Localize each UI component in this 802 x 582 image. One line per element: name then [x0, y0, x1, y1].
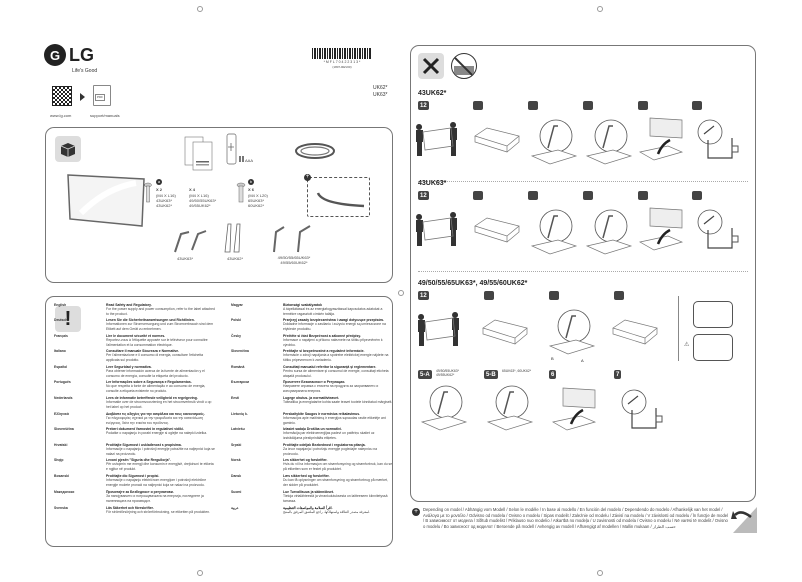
warning-exclamation-icon: !: [55, 306, 81, 332]
safety-text: Podatke o napajanju in porabi energije si oglejte na nalepki izdelka.: [106, 431, 208, 436]
language-name: Français: [54, 334, 68, 338]
safety-entry: [231, 474, 393, 487]
step-badge: [692, 191, 702, 200]
screw-a-model: 43UK62*: [156, 203, 173, 208]
safety-heading: Lees de informatie betreffende veiligheid en regelgeving.: [106, 396, 198, 400]
safety-entry: [231, 427, 393, 440]
step-badge: [638, 191, 648, 200]
barcode-number: * M F L 7 0 4 2 2 3 1 3 *: [323, 60, 361, 64]
safety-entry: [54, 380, 216, 393]
language-name: Slovenčina: [231, 349, 249, 353]
safety-info-panel: [45, 296, 393, 547]
registration-mark: [597, 6, 603, 12]
step-badge: [549, 291, 559, 300]
screw-a-model: 43UK63*: [156, 198, 173, 203]
safety-text: Za izvor napajanja i potrošnju energije pogledajte nalepnicu na proizvodu.: [283, 447, 378, 456]
safety-heading: Prečítajte si bezpečnostné a regulačné informácie.: [283, 349, 365, 353]
safety-text: A tápellátással és az energiafogyasztással kapcsolatos adatokat a termékre ragasztott címkén találja.: [283, 307, 383, 316]
language-name: Magyar: [231, 303, 243, 307]
safety-entry: [54, 490, 216, 503]
safety-text: Dokładne informacje o zasilaniu i zużyciu energii są umieszczone na etykiecie produktu.: [283, 322, 386, 331]
language-name: Deutsch: [54, 318, 68, 322]
caution-icon: ⚠: [684, 342, 690, 348]
safety-text: За напојувањето и потрошувачката на енергија, погледнете ја налепницата на производот.: [106, 494, 204, 503]
safety-text: Για πληροφορίες σχετικά με την τροφοδοσία και την κατανάλωση ενέργειας, δείτε την ετικέτα του προϊόντος.: [106, 416, 203, 425]
safety-heading: Lue Turvallisuus ja säännökset.: [283, 490, 335, 494]
plus-icon: +: [305, 174, 310, 180]
language-name: Slovenščina: [54, 427, 74, 431]
safety-heading: Perskaitykite Saugos ir norminius reikalavimus.: [283, 412, 361, 416]
cable-management-illustration: [616, 388, 666, 432]
language-name: English: [54, 303, 67, 307]
safety-entry: [54, 303, 216, 316]
screw-a2-qty: X 4: [189, 187, 196, 192]
section-title: 49/50/55/65UK63*, 49/55/60UK62*: [418, 280, 528, 287]
safety-entry: [231, 318, 393, 331]
two-people-lifting-illustration: [417, 306, 463, 348]
screw-a2-model: 49/55UK62*: [189, 203, 211, 208]
lock-detail-illustration: [693, 301, 733, 328]
safety-entry: [54, 506, 216, 515]
screw-a-icon: [144, 182, 152, 204]
safety-text: لمعرفة مصدر الطاقة واستهلاكها، راجع الملصق المرفق بالمنتج.: [283, 510, 370, 515]
safety-entry: [54, 334, 216, 347]
tv-face-down-illustration: [473, 124, 521, 154]
safety-text: Informacije o napajanju i potrošnji energije potražite na naljepnici koja se nalazi na proizvodu.: [106, 447, 215, 456]
safety-heading: Прочетете Безопасност и Регулации.: [283, 380, 346, 384]
box-contents-panel: [45, 127, 393, 283]
language-name: Română: [231, 365, 245, 369]
safety-text: Informacije o napajanju električnom energijom i potrošnji električne energije možete pronaći na naljepnici koja se nalazi na proizvodu.: [106, 478, 207, 487]
two-people-lifting-illustration: [415, 206, 461, 248]
safety-text: För strömförsörjning och strömförbrukning, se etiketten på produkten.: [106, 510, 211, 515]
power-cable-illustration: [294, 140, 336, 162]
step-badge: [583, 101, 593, 110]
plus-icon: +: [413, 508, 419, 515]
safety-entry: [54, 349, 216, 362]
language-name: Hrvatski: [54, 443, 68, 447]
battery-label: AAA: [245, 158, 254, 163]
section-title: 43UK63*: [418, 180, 447, 187]
tv-upright-illustration: [551, 386, 597, 436]
safety-heading: Διαβάστε τις οδηγίες για την ασφάλεια και τους κανονισμούς.: [106, 412, 205, 416]
language-name: Shqip: [54, 458, 64, 462]
lg-logo: [44, 44, 94, 66]
safety-text: Du kan få oplysninger om strømforsyning og strømforbrug på mærket, der sidder på produktet.: [283, 478, 388, 487]
registration-mark: [197, 570, 203, 576]
screw-b-model: 60UK62*: [248, 203, 265, 208]
part-number: (1807-REV00): [332, 65, 352, 69]
safety-entry: [231, 334, 393, 347]
model-uk63: UK63*: [373, 92, 388, 98]
safety-text: Informacijos apie maitinimą ir energijos sąnaudas rasite etiketėje ant gaminio.: [283, 416, 386, 425]
safety-entry: [231, 365, 393, 378]
screw-a2-model: 49/50/55UK63*: [189, 198, 217, 203]
safety-entry: [54, 318, 216, 331]
tv-panel-illustration: [66, 173, 146, 228]
unlock-detail-illustration: [693, 334, 733, 361]
safety-entry: [54, 474, 216, 487]
language-name: Bosanski: [54, 474, 70, 478]
safety-entry: [54, 427, 216, 436]
safety-text: Për ushqimin me energji dhe konsumin e energjisë, drejtohuni te etiketa e ngjitur në produkt.: [106, 462, 214, 471]
stand-43uk62-illustration: [222, 222, 244, 254]
brand-name: LG: [69, 44, 94, 65]
no-soft-surface-icon: [451, 53, 477, 79]
safety-text: Toiteallika ja energiatarbe kohta saate teavet tootele kinnitatud märgiselt.: [283, 400, 393, 405]
step-badge: [473, 191, 483, 200]
safety-entry: [54, 365, 216, 378]
language-name: Македонски: [54, 490, 75, 494]
depending-on-model-note: Depending on model / Abhängig vom Modell / Selon le modèle / In base al modello / En función del modelo / Dependendo do modelo / Afhankelijk van het model / Ανάλογα με το μοντέλο / Odvisno od modela / Ovisno o modelu / Sipas modelit / Zależnie od modelu / Závisí na modelu / V závislosti od modelu / În funcţie de model / В зависимост от модела / Sõltub mudelist / Priklauso nuo modelio / Atkarībā no modeļa / U zavisnosti od modela / Ovisno o modelu / Në varësi të modelit / Ovisno o modelu / Во зависност од моделот / Beroende på modell / Avhengig av modell / Afhængigt af modellen / Mallin mukaan / حسب الطراز: [423, 507, 729, 529]
safety-heading: Lire le document sécurité et normes.: [106, 334, 166, 338]
language-name: Nederlands: [54, 396, 73, 400]
safety-entry: [231, 380, 393, 393]
substep-models: 65UK63*, 60UK62*: [502, 369, 532, 373]
barcode: [312, 48, 372, 59]
safety-entry: [231, 458, 393, 471]
battery-icon: [239, 156, 244, 162]
page-turn-icon: [731, 505, 759, 535]
registration-mark: [597, 570, 603, 576]
safety-heading: Les sikkerhet og forskrifter.: [283, 458, 328, 462]
step-badge: 7: [616, 371, 620, 378]
language-name: Suomi: [231, 490, 242, 494]
attach-stand-5a-illustration: [418, 384, 468, 434]
language-name: عربية: [231, 506, 239, 510]
screw-b-model: 65UK63*: [248, 198, 265, 203]
language-name: Polski: [231, 318, 241, 322]
safety-entry: [231, 443, 393, 456]
safety-heading: Läs Säkerhet och föreskrifter.: [106, 506, 154, 510]
language-name: Italiano: [54, 349, 66, 353]
safety-entry: [231, 490, 393, 503]
safety-heading: Lexoni pjesën "Siguria dhe Rregullorja".: [106, 458, 172, 462]
model-uk62: UK62*: [373, 85, 388, 91]
language-name: Norsk: [231, 458, 241, 462]
safety-heading: Lesen Sie die Sicherheitsanweisungen und Richtlinien.: [106, 318, 195, 322]
manual-path: support/manuals: [90, 113, 120, 118]
safety-text: Informatie over de stroomvoorziening en het stroomverbruik vindt u op het label op het product.: [106, 400, 212, 409]
safety-text: Tietoja virtalähteestä ja virrankulutuksesta on laitteeseen kiinnitetyssä tarrassa.: [283, 494, 388, 503]
box-contents-icon: [55, 136, 81, 162]
language-name: Česky: [231, 334, 241, 338]
safety-heading: Consultaţi manualul referitor la siguranţă şi reglementare.: [283, 365, 377, 369]
screw-b-qty: X 6: [248, 187, 255, 192]
language-name: Lietuvių k.: [231, 412, 248, 416]
arrow-right-icon: [80, 93, 85, 101]
optional-cable-holder-box: [305, 174, 370, 217]
cable-holder-illustration: [316, 190, 366, 210]
stand-large-illustration: [270, 224, 314, 254]
safety-text: Informācija par elektroenerģijas padevi un patēriņu skatiet uz izstrādājuma piestiprinātās etiķetes.: [283, 431, 375, 440]
tagline: Life's Good: [72, 68, 98, 74]
language-name: Svenska: [54, 506, 68, 510]
safety-heading: Přečtěte si část Bezpečnost a zákonné předpisy.: [283, 334, 361, 338]
two-people-lifting-illustration: [415, 116, 461, 158]
screw-a-spec: (M4 X L16): [156, 193, 176, 198]
assembly-panel: [410, 45, 756, 502]
pdf-label: PDF: [97, 95, 103, 99]
step-badge: 6: [551, 371, 555, 378]
step-badge: [614, 291, 624, 300]
safety-heading: Przejrzyj zasady bezpieczeństwa i uwagi dotyczące przepisów.: [283, 318, 384, 322]
screw-a2-spec: (M4 X L16): [189, 193, 209, 198]
safety-entry: [54, 458, 216, 471]
manuals-illustration: [184, 136, 214, 172]
screw-a-qty: X 2: [156, 187, 163, 192]
safety-heading: Izlasiet sadaļu Drošība un normatīvi.: [283, 427, 342, 431]
tools-icon: [418, 53, 444, 79]
attach-stand-illustration: [528, 118, 578, 168]
tv-face-down-illustration: [481, 316, 529, 346]
stand-43uk63-illustration: [172, 228, 212, 254]
step-badge: 12: [420, 292, 427, 299]
stand-label: 43UK63*: [177, 256, 194, 261]
safety-heading: Biztonsági szabályzatok: [283, 303, 323, 307]
step-badge: [692, 101, 702, 110]
safety-heading: Ler Informações sobre a Segurança e Regulamentos.: [106, 380, 192, 384]
safety-entry: [231, 412, 393, 425]
safety-text: Informácie o zdroji napájania a spotrebe elektrickej energie nájdete na štítku pripevnenom k zariadeniu.: [283, 353, 389, 362]
language-name: Latviešu: [231, 427, 245, 431]
attach-stand-illustration: [546, 308, 596, 358]
safety-heading: Leer Seguridad y normativa.: [106, 365, 152, 369]
safety-text: Per l'alimentazione e il consumo di energia, consultare l'etichetta applicata sul prodotto.: [106, 353, 204, 362]
section-title: 43UK62*: [418, 90, 447, 97]
screw-a-badge: a: [157, 179, 161, 184]
safety-entry: [54, 412, 216, 425]
stand-label: 43UK62*: [227, 256, 244, 261]
section-divider: [418, 271, 748, 272]
safety-heading: Read Safety and Regulatory.: [106, 303, 152, 307]
step-badge: [528, 101, 538, 110]
step-badge: [484, 291, 494, 300]
website-link[interactable]: www.lg.com: [50, 113, 72, 118]
safety-text: Hvis du vil ha informasjon om strømforsyning og strømforbruk, kan du se på etiketten som er festet på produktet.: [283, 462, 393, 471]
stand-check-illustration: [611, 316, 659, 346]
label-a: A: [581, 358, 584, 363]
safety-heading: Pročitajte Sigurnost i usklađenost s propisima.: [106, 443, 182, 447]
safety-text: Informationen zur Stromversorgung und zum Stromverbrauch sind dem Etikett auf dem Gerät zu entnehmen.: [106, 322, 214, 331]
safety-text: Informace o napájení a příkonu naleznete na štítku připevněném k výrobku.: [283, 338, 383, 347]
safety-entry: [54, 396, 216, 409]
lg-logo-mark: G: [44, 44, 66, 66]
language-name: Srpski: [231, 443, 242, 447]
fasten-screw-illustration: [583, 118, 633, 168]
safety-heading: Preberi dokument Varnostni in regulativni vidiki.: [106, 427, 184, 431]
step-badge: 5-A: [420, 371, 430, 378]
tv-upright-illustration: [638, 116, 684, 166]
screw-b-badge: b: [249, 179, 253, 184]
safety-text: Reportez-vous à l'étiquette apposée sur le téléviseur pour connaître l'alimentation et la consommation électrique.: [106, 338, 208, 347]
tv-upright-illustration: [638, 206, 684, 256]
fasten-screw-illustration: [583, 208, 633, 258]
registration-mark: [197, 6, 203, 12]
language-name: Ελληνικά: [54, 412, 69, 416]
language-name: Português: [54, 380, 71, 384]
safety-entry: [231, 303, 393, 316]
step-badge: [583, 191, 593, 200]
safety-heading: اقرأ السلامة والمواصفات التنظيمية.: [283, 506, 333, 510]
remote-control-illustration: [226, 133, 238, 165]
substep-models: 49/50/55UK63* 49/55UK62*: [436, 369, 459, 377]
safety-heading: Lugege ohutus- ja normatiivteavet.: [283, 396, 340, 400]
safety-heading: Прочитајте за Безбедност и регулативи.: [106, 490, 174, 494]
safety-entry: [231, 349, 393, 362]
qr-code[interactable]: [52, 86, 72, 106]
language-name: Dansk: [231, 474, 242, 478]
step-badge: [528, 191, 538, 200]
safety-text: Pentru sursa de alimentare şi consumul de energie, consultaţi eticheta ataşată produsului.: [283, 369, 389, 378]
safety-entry: [231, 396, 393, 405]
cable-management-illustration: [692, 208, 742, 252]
attach-stand-illustration: [528, 208, 578, 258]
safety-text: No que respeita à fonte de alimentação e ao consumo de energia, consulte a etiqueta existente no produto.: [106, 384, 206, 393]
step-badge: 5-B: [486, 371, 496, 378]
stand-label: 49/50/55/65UK63* 49/55/60UK62*: [277, 255, 311, 265]
step-badge: 12: [420, 192, 427, 199]
divider: [678, 296, 679, 361]
step-badge: [638, 101, 648, 110]
registration-mark: [398, 290, 404, 296]
safety-heading: Consultare il manuale Sicurezza e Normative.: [106, 349, 180, 353]
step-badge: 12: [420, 102, 427, 109]
safety-heading: Pročitajte odeljak Bezbednost i regulatorna pitanja.: [283, 443, 366, 447]
language-name: Español: [54, 365, 68, 369]
step-badge: [473, 101, 483, 110]
safety-text: Направете справка с етикета на продукта за захранването и консумираната енергия.: [283, 384, 379, 393]
language-name: Български: [231, 380, 250, 384]
language-name: Eesti: [231, 396, 240, 400]
pdf-document-icon: [93, 85, 111, 106]
attach-stand-5b-illustration: [484, 384, 534, 434]
safety-entry: [54, 443, 216, 456]
safety-heading: Pročitajte dio Sigurnost i propisi.: [106, 474, 160, 478]
tv-face-down-illustration: [473, 214, 521, 244]
safety-text: For the power supply and power consumption, refer to the label attached to the product.: [106, 307, 215, 316]
cable-management-illustration: [692, 118, 742, 162]
screw-b-spec: (M4 X L20): [248, 193, 268, 198]
screw-b-icon: [236, 182, 246, 204]
label-b: B: [551, 356, 554, 361]
safety-heading: Læs sikkerhed og forskrifter.: [283, 474, 330, 478]
safety-text: Para obtener información acerca de la fuente de alimentación y el consumo de energía, consulte la etiqueta del producto.: [106, 369, 205, 378]
safety-entry: [231, 506, 393, 515]
section-divider: [418, 181, 748, 182]
